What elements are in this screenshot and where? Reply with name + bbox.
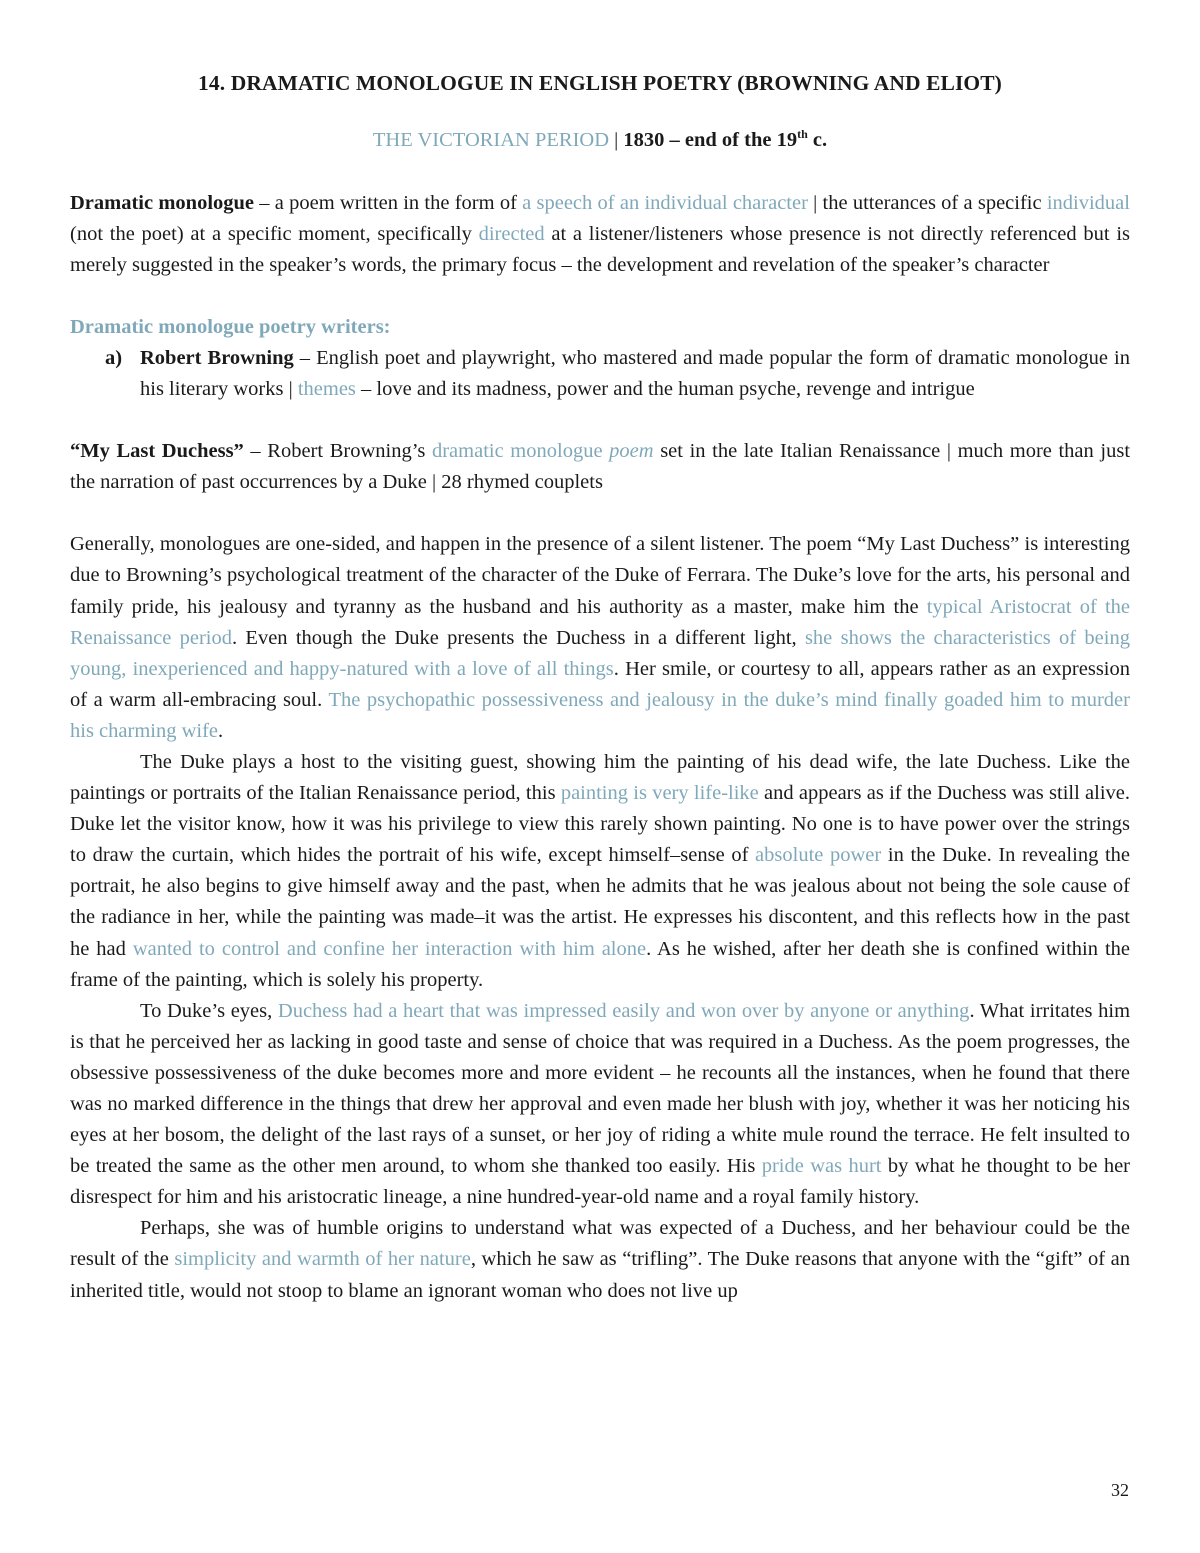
highlight-run: typical Aristocrat of the Renaissance period — [70, 595, 1130, 649]
text-run: at a listener/listeners whose presence is not directly referenced but is merely suggested in the speaker’s words, the primary focus – the development and revelation of the speaker’s character — [70, 222, 1130, 276]
list-item-text — [140, 343, 1130, 405]
list-item — [70, 343, 1130, 405]
text-run: . Her smile, or courtesy to all, appears rather as an expression of a warm all-embracing soul. — [70, 657, 1130, 711]
writer-name: Robert Browning — [140, 346, 294, 369]
period-separator: | — [609, 128, 624, 151]
text-run: by what he thought to be her disrespect for him and his aristocratic lineage, a nine hundred-year-old name and a royal family history. — [70, 1155, 1130, 1209]
text-run: , which he saw as “trifling”. The Duke reasons that anyone with the “gift” of an inherited title, would not stoop to blame an ignorant woman who does not live up — [70, 1248, 1130, 1302]
text-run: – love and its madness, power and the human psyche, revenge and intrigue — [355, 378, 975, 401]
text-run: and appears as if the Duchess was still alive. Duke let the visitor know, how it was his privilege to view this rarely shown painting. No one is to have power over the strings to draw the curtain, which hides the portrait of his wife, except himself–sense of — [70, 782, 1131, 867]
highlight-run: pride was hurt — [761, 1155, 882, 1178]
poem-paragraph — [70, 436, 1130, 498]
text-run: | the utterances of a specific — [807, 191, 1047, 214]
definition-paragraph — [70, 188, 1130, 281]
text-run: Generally, monologues are one-sided, and happen in the presence of a silent listener. The poem “My Last Duchess” is interesting due to Browning’s psychological treatment of the character of the Duke of Ferrara. The Duke’s love for the arts, his personal and family pride, his jealousy and tyranny as the husband and his authority as a master, make him the — [70, 533, 1130, 618]
text-run: Perhaps, she was of humble origins to understand what was expected of a Duchess, and her behaviour could be the result of the — [70, 1217, 1130, 1271]
dates-superscript: th — [797, 127, 808, 142]
highlight-run: individual — [1046, 191, 1130, 214]
period-subtitle — [70, 127, 1130, 154]
poem-name: “My Last Duchess” — [70, 440, 244, 463]
text-run: (not the poet) at a specific moment, specifically — [70, 222, 479, 245]
text-run: – a poem written in the form of — [254, 191, 523, 214]
highlight-run: a speech of an individual character — [522, 191, 808, 214]
page-title: 14. DRAMATIC MONOLOGUE IN ENGLISH POETRY (BROWNING AND ELIOT) — [198, 71, 1002, 95]
page-content — [70, 70, 1130, 1307]
text-run: set in the late Italian Renaissance | much more than just the narration of past occurrences by a Duke | 28 rhymed couplets — [70, 440, 1131, 494]
writers-heading: Dramatic monologue poetry writers: — [70, 315, 391, 338]
list-marker: a) — [105, 346, 123, 369]
body-paragraph-2 — [70, 747, 1130, 996]
text-run: . Even though the Duke presents the Duchess in a different light, — [232, 626, 805, 649]
highlight-run: The psychopathic possessiveness and jealousy in the duke’s mind finally goaded him to murder his charming wife — [70, 688, 1130, 742]
text-run: The Duke plays a host to the visiting guest, showing him the painting of his dead wife, the late Duchess. Like the paintings or portraits of the Italian Renaissance period, this — [70, 750, 1130, 805]
highlight-italic-run: poem — [609, 440, 654, 463]
highlight-run: dramatic monologue — [431, 440, 610, 463]
text-run: – English poet and playwright, who mastered and made popular the form of dramatic monologue in his literary works | — [140, 346, 1130, 401]
highlight-run: themes — [297, 378, 356, 401]
definition-term: Dramatic monologue — [70, 191, 255, 214]
text-run: in the Duke. In revealing the portrait, he also begins to give himself away and the past, when he admits that he was jealous about not being the sole cause of the radiance in her, while the painting was made–it was the artist. He expresses his discontent, and this reflects how in the past he had — [70, 844, 1131, 960]
body-paragraph-1 — [70, 529, 1130, 747]
dates-suffix: c. — [807, 128, 828, 151]
body-paragraph-3 — [70, 996, 1130, 1214]
period-dates — [623, 129, 827, 151]
text-run: To Duke’s eyes, — [140, 999, 278, 1022]
text-run: . — [218, 719, 224, 742]
highlight-run: she shows the characteristics of being young, inexperienced and happy-natured with a love of all things — [70, 626, 1130, 680]
page-number: 32 — [1111, 1480, 1129, 1500]
highlight-run: wanted to control and confine her interaction with him alone — [132, 937, 647, 960]
highlight-run: directed — [478, 222, 545, 245]
highlight-run: absolute power — [755, 844, 882, 867]
text-run: . As he wished, after her death she is confined within the frame of the painting, which is solely his property. — [70, 937, 1130, 991]
spacer — [70, 498, 1130, 529]
text-run: . What irritates him is that he perceived her as lacking in good taste and sense of choice that was required in a Duchess. As the poem progresses, the obsessive possessiveness of the duke becomes more and more evident – he recounts all the instances, when he found that there was no marked difference in the things that drew her approval and even made her blush with joy, whether it was her noticing his eyes at her bosom, the delight of the last rays of a sunset, or her joy of riding a white mule round the terrace. He felt insulted to be treated the same as the other men around, to whom she thanked too easily. His — [70, 999, 1131, 1178]
text-run: – Robert Browning’s — [243, 440, 432, 463]
highlight-run: Duchess had a heart that was impressed easily and won over by anyone or anything — [277, 999, 970, 1022]
dates-text: 1830 – end of the 19 — [623, 128, 798, 151]
spacer — [70, 281, 1130, 312]
highlight-run: simplicity and warmth of her nature — [174, 1248, 471, 1271]
highlight-run: painting is very life-like — [560, 782, 759, 805]
period-name: THE VICTORIAN PERIOD — [372, 128, 610, 151]
spacer — [70, 405, 1130, 436]
body-paragraph-4 — [70, 1213, 1130, 1306]
